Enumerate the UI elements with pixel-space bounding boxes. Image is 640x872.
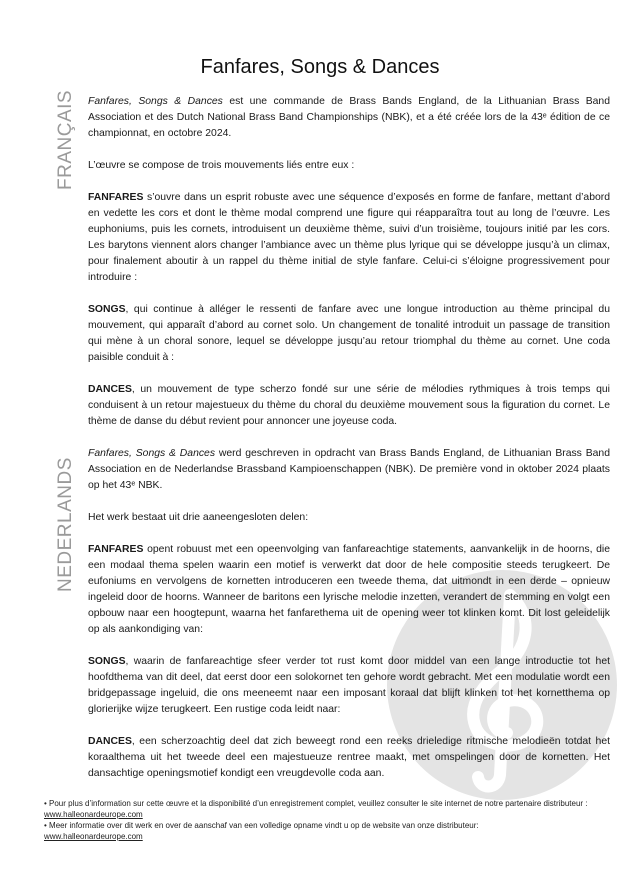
dutch-intro — [88, 446, 610, 494]
french-intro — [88, 94, 610, 142]
dutch-dances — [88, 734, 610, 782]
movement-name: SONGS — [88, 304, 126, 315]
french-songs — [88, 302, 610, 366]
intro-text: werd geschreven in opdracht van Brass Bands England, de Lithuanian Brass Band Association en de Nederlandse Brassband Kampioenschappen (NBK). De première vond in oktober 2024 plaats op het 43ᵉ NBK. — [88, 448, 610, 491]
french-structure: L’œuvre se compose de trois mouvements liés entre eux : — [88, 160, 355, 171]
work-title-italic: Fanfares, Songs & Dances — [88, 96, 223, 107]
movement-text: , een scherzoachtig deel dat zich beweegt rond een reeks drieledige ritmische melodieën totdat het koraalthema uit het tweede deel een majestueuze rentree maakt, met omspelingen door de kornetten. Het dansachtige openingsmotief kondigt een vreugdevolle coda aan. — [88, 736, 610, 779]
dutch-fanfares — [88, 542, 610, 638]
page-title: Fanfares, Songs & Dances — [200, 56, 440, 78]
footer-text: • Meer informatie over dit werk en over de aanschaf van een volledige opname vindt u op de website van onze distributeur: — [44, 821, 479, 830]
distributor-link[interactable]: www.halleonardeurope.com — [44, 810, 143, 819]
side-label-dutch: NEDERLANDS — [55, 457, 76, 592]
movement-text: , un mouvement de type scherzo fondé sur une série de mélodies rythmiques à trois temps qui conduisent à un retour majestueux du thème du choral du deuxième mouvement sous la figuration du cornet. Le thème de danse du début revient pour annoncer une joyeuse coda. — [88, 384, 610, 427]
footer-text: • Pour plus d’information sur cette œuvre et la disponibilité d’un enregistrement complet, veuillez consulter le site internet de notre partenaire distributeur : — [44, 799, 588, 808]
movement-name: SONGS — [88, 656, 126, 667]
french-section — [55, 89, 610, 446]
footer-notes — [44, 798, 604, 842]
footer-note-dutch — [44, 820, 604, 842]
dutch-songs — [88, 654, 610, 718]
movement-text: , qui continue à alléger le ressenti de fanfare avec une longue introduction au thème principal du mouvement, qui apparaît d’abord au cornet solo. Un changement de tonalité introduit un passage de transition qui mène à un choral sonore, lequel se développe jusqu’au retour triomphal du thème au cornet. Une coda paisible conduit à : — [88, 304, 610, 363]
movement-text: opent robuust met een opeenvolging van fanfareachtige statements, aanvankelijk in de hoorns, die een modaal thema spelen waarin een motief is verwerkt dat door de hele compositie steeds terugkeert. De eufoniums en vervolgens de kornetten introduceren een tweede thema, dat uitmondt in een derde – opnieuw ingeleid door de hoorns. Wanneer de baritons een lyrische melodie inzetten, verandert de stemming en volgt een opbouw naar een hoogtepunt, waarna het fanfarethema uit de opening weer tot klinken komt. Dit lost geleidelijk op als aankondiging van: — [88, 544, 610, 635]
intro-text: est une commande de Brass Bands England, de la Lithuanian Brass Band Association et des Dutch National Brass Band Championships (NBK), et a été créée lors de la 43ᵉ édition de ce championnat, en octobre 2024. — [88, 96, 610, 139]
french-fanfares — [88, 190, 610, 286]
side-label-french: FRANÇAIS — [55, 89, 76, 190]
footer-note-french — [44, 798, 604, 820]
distributor-link[interactable]: www.halleonardeurope.com — [44, 832, 143, 841]
movement-name: DANCES — [88, 384, 132, 395]
dutch-structure: Het werk bestaat uit drie aaneengesloten delen: — [88, 512, 309, 523]
movement-name: DANCES — [88, 736, 132, 747]
movement-name: FANFARES — [88, 544, 144, 555]
dutch-section — [55, 446, 610, 798]
movement-name: FANFARES — [88, 192, 144, 203]
french-dances — [88, 382, 610, 430]
movement-text: , waarin de fanfareachtige sfeer verder tot rust komt door middel van een lange introductie tot het hoofdthema van dit deel, dat eerst door een solokornet ten gehore wordt gebracht. Met een modulatie wordt een bridgepassage ingeluid, die ons meeneemt naar een imposant koraal dat blijft klinken tot het kornetthema op glorierijke wijze terugkeert. Een rustige coda leidt naar: — [88, 656, 610, 715]
movement-text: s’ouvre dans un esprit robuste avec une séquence d’exposés en forme de fanfare, mettant d’abord en vedette les cors et dont le thème modal comprend une figure qui réapparaîtra tout au long de l’œuvre. Les euphoniums, puis les cornets, introduisent un deuxième thème, suivi d’un troisième, toujours initié par les cors. Les barytons viennent alors changer l’ambiance avec un thème plus lyrique qui se développe jusqu’à un climax, pour finalement aboutir à un rappel du thème initial de style fanfare. Celui-ci s’éloigne progressivement pour introduire : — [88, 192, 610, 283]
work-title-italic: Fanfares, Songs & Dances — [88, 448, 216, 459]
